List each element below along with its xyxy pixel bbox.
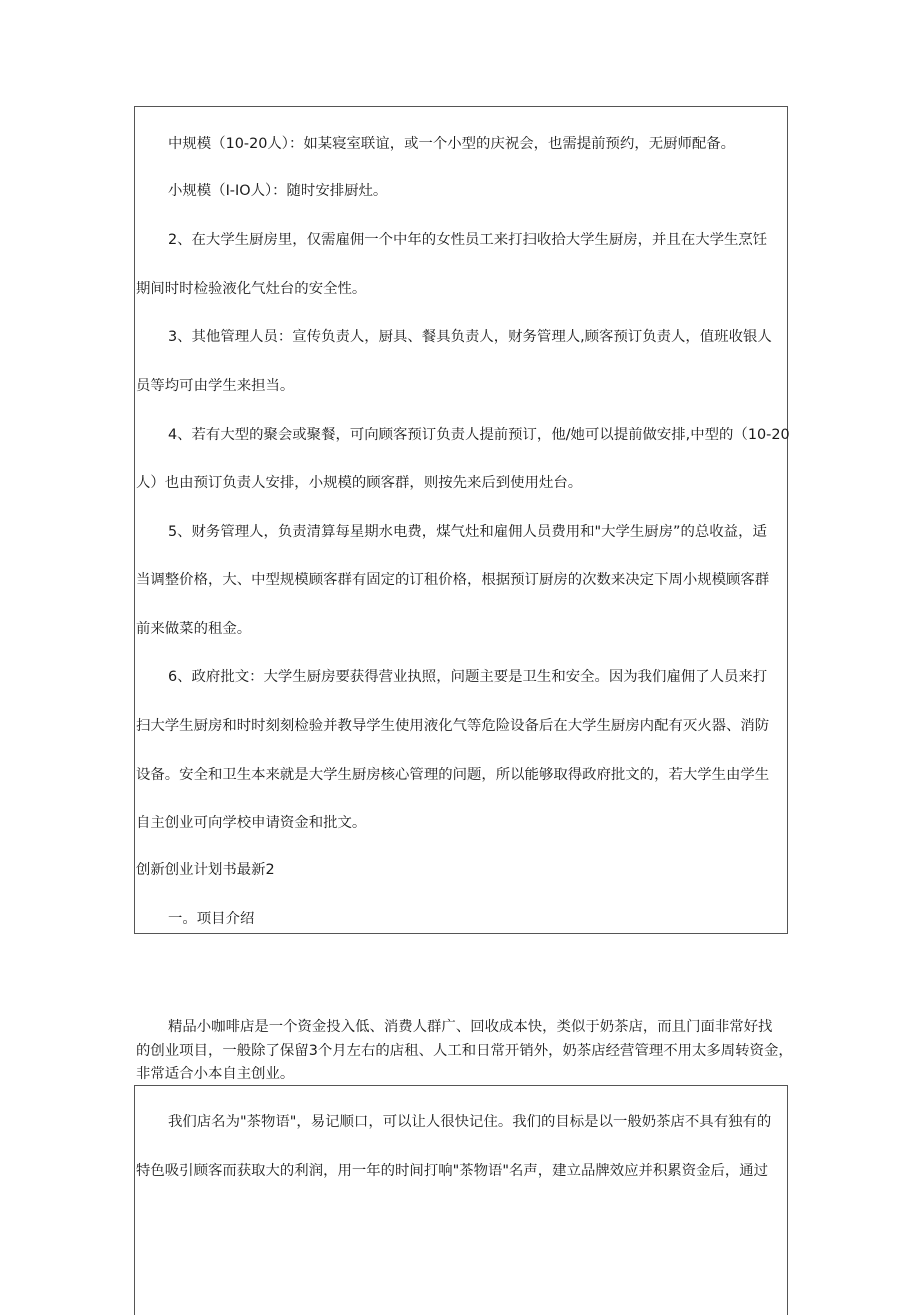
shop-name-line-2: 特色吸引顾客而获取大的利润，用一年的时间打响"茶物语"名声，建立品牌效应并积累资金后，通过 [136,1163,769,1179]
paragraph-item-2-line-1: 2、在大学生厨房里，仅需雇佣一个中年的女性员工来打扫收拾大学生厨房，并且在大学生烹饪 [168,232,768,248]
section-heading: 创新创业计划书最新2 [136,862,275,878]
paragraph-item-3-line-1: 3、其他管理人员：宣传负责人，厨具、餐具负责人，财务管理人,顾客预订负责人，值班收银人 [168,329,772,345]
paragraph-item-6-line-2: 扫大学生厨房和时时刻刻检验并教导学生使用液化气等危险设备后在大学生厨房内配有灭火器、消防 [136,718,770,734]
paragraph-item-5-line-1: 5、财务管理人，负责清算每星期水电费，煤气灶和雇佣人员费用和"大学生厨房”的总收益，适 [168,524,767,540]
shop-name-line-1: 我们店名为"茶物语"，易记顺口，可以让人很快记住。我们的目标是以一般奶茶店不具有独有的 [168,1114,772,1130]
subsection-heading: 一。项目介绍 [168,911,255,927]
paragraph-item-5-line-2: 当调整价格，大、中型规模顾客群有固定的订租价格，根据预订厨房的次数来决定下周小规模顾客群 [136,572,770,588]
intro-line-3: 非常适合小本自主创业。 [136,1066,295,1082]
paragraph-small-scale: 小规模（I-IO人）：随时安排厨灶。 [168,183,388,199]
paragraph-item-4-line-2: 人）也由预订负责人安排，小规模的顾客群，则按先来后到使用灶台。 [136,475,583,491]
paragraph-item-6-line-1: 6、政府批文：大学生厨房要获得营业执照，问题主要是卫生和安全。因为我们雇佣了人员来打 [168,669,768,685]
intro-line-2: 的创业项目，一般除了保留3个月左右的店租、人工和日常开销外，奶茶店经营管理不用太多周转资金， [136,1043,793,1059]
paragraph-item-6-line-3: 设备。安全和卫生本来就是大学生厨房核心管理的问题，所以能够取得政府批文的，若大学生由学生 [136,767,770,783]
intro-line-1: 精品小咖啡店是一个资金投入低、消费人群广、回收成本快，类似于奶茶店，而且门面非常好找 [168,1019,773,1035]
paragraph-item-3-line-2: 员等均可由学生来担当。 [136,378,295,394]
paragraph-item-2-line-2: 期间时时检验液化气灶台的安全性。 [136,281,367,297]
paragraph-item-6-line-4: 自主创业可向学校申请资金和批文。 [136,815,367,831]
paragraph-item-4-line-1: 4、若有大型的聚会或聚餐，可向顾客预订负责人提前预订，他/她可以提前做安排,中型的（10-20 [168,427,790,443]
paragraph-item-5-line-3: 前来做菜的租金。 [136,621,252,637]
paragraph-medium-scale: 中规模（10-20人）：如某寝室联谊，或一个小型的庆祝会，也需提前预约，无厨师配备。 [168,136,736,152]
